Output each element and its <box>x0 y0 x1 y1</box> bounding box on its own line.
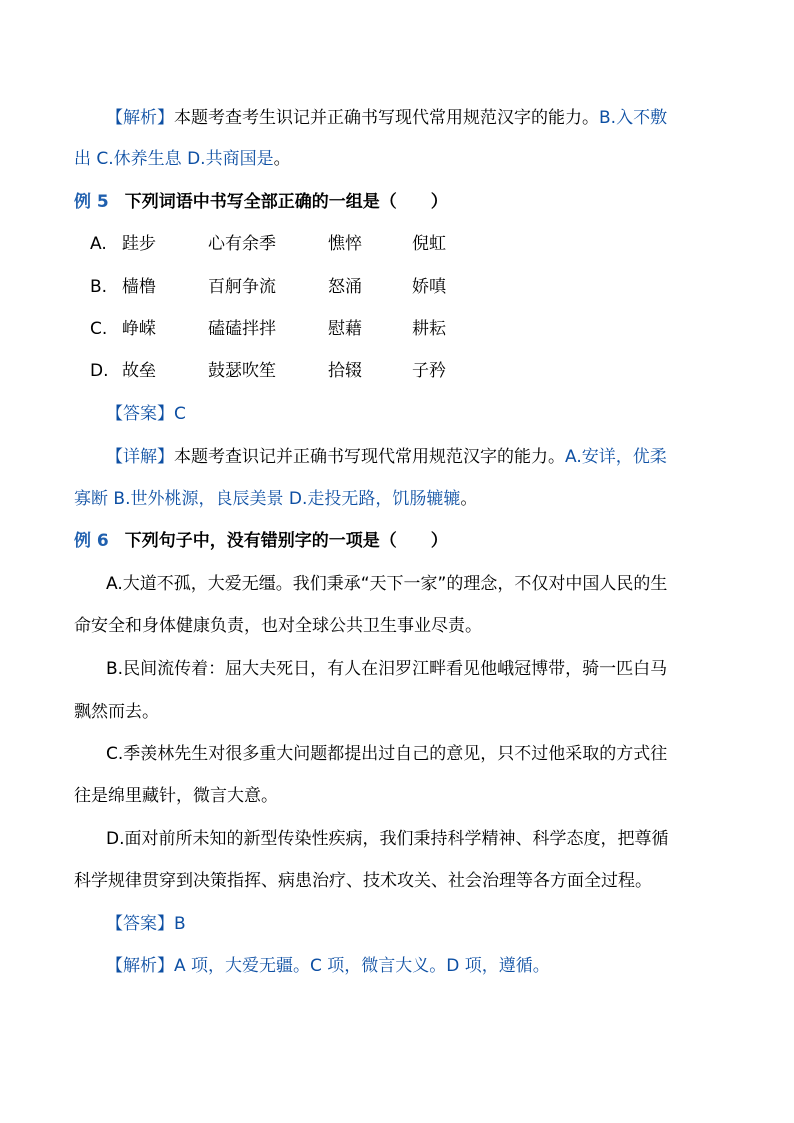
answer-value: B <box>174 914 186 934</box>
option-word: 拾辍 <box>328 361 362 381</box>
option-word: 峥嵘 <box>122 319 156 339</box>
option-word: 倪虹 <box>412 234 446 254</box>
option-letter: D. <box>90 361 109 381</box>
example-6-option-b-line-1: B.民间流传着：屈大夫死日，有人在汨罗江畔看见他峨冠博带，骑一匹白马 <box>106 659 668 679</box>
example-6-option-d-line-1: D.面对前所未知的新型传染性疾病，我们秉持科学精神、科学态度，把尊循 <box>106 829 669 849</box>
analysis-text: 本题考查考生识记并正确书写现代常用规范汉字的能力。 <box>174 108 599 128</box>
answer-tag: 【答案】 <box>106 914 174 934</box>
option-word: 耕耘 <box>412 319 446 339</box>
option-word: 怒涌 <box>328 277 362 297</box>
option-word: 子矜 <box>412 361 446 381</box>
option-word: 跬步 <box>122 234 156 254</box>
example-6-option-c-line-1: C.季羡林先生对很多重大问题都提出过自己的意见，只不过他采取的方式往 <box>106 744 668 764</box>
example-6-analysis <box>106 956 550 976</box>
option-word: 心有余季 <box>208 234 276 254</box>
example-5-answer <box>106 404 186 424</box>
option-word: 磕磕拌拌 <box>208 319 276 339</box>
option-letter: B. <box>90 277 108 297</box>
detail-answer-part2: 寡断 B.世外桃源，良辰美景 D.走投无路，饥肠辘辘 <box>74 489 461 509</box>
detail-tag: 【详解】 <box>106 447 174 467</box>
example-6-option-d-line-2: 科学规律贯穿到决策指挥、病患治疗、技术攻关、社会治理等各方面全过程。 <box>74 871 652 891</box>
analysis-period: 。 <box>273 149 291 169</box>
example-6-answer <box>106 914 186 934</box>
example-5-detail-line-1 <box>106 447 667 467</box>
analysis-tag: 【解析】 <box>106 956 174 976</box>
detail-answer-part1: A.安详，优柔 <box>565 447 667 467</box>
example-5-question: 下列词语中书写全部正确的一组是（ ） <box>124 192 448 212</box>
option-letter: A. <box>90 234 107 254</box>
analysis-tag: 【解析】 <box>106 108 174 128</box>
example-6-option-a-line-2: 命安全和身体健康负责，也对全球公共卫生事业尽责。 <box>74 616 482 636</box>
answer-tag: 【答案】 <box>106 404 174 424</box>
example-5-detail-line-2 <box>74 489 477 509</box>
option-word: 故垒 <box>122 361 156 381</box>
analysis-line-2 <box>74 149 291 169</box>
option-letter: C. <box>90 319 108 339</box>
option-word: 娇嗔 <box>412 277 446 297</box>
answer-value: C <box>174 404 186 424</box>
option-word: 百舸争流 <box>208 277 276 297</box>
example-6-question: 下列句子中，没有错别字的一项是（ ） <box>124 531 448 551</box>
option-word: 鼓瑟吹笙 <box>208 361 276 381</box>
example-6-option-a-line-1: A.大道不孤，大爱无缰。我们秉承“天下一家”的理念，不仅对中国人民的生 <box>106 574 668 594</box>
example-5-label: 例 5 <box>74 192 109 212</box>
option-word: 憔悴 <box>328 234 362 254</box>
analysis-answer-part1: B.入不敷 <box>599 108 668 128</box>
example-6-option-c-line-2: 往是绵里藏针，微言大意。 <box>74 786 278 806</box>
example-5-title <box>74 192 448 212</box>
option-word: 慰藉 <box>328 319 362 339</box>
detail-text: 本题考查识记并正确书写现代常用规范汉字的能力。 <box>174 447 565 467</box>
analysis-answer-part2: 出 C.休养生息 D.共商国是 <box>74 149 274 169</box>
example-6-label: 例 6 <box>74 531 109 551</box>
detail-period: 。 <box>460 489 478 509</box>
analysis-line-1 <box>106 108 667 128</box>
example-6-title <box>74 531 448 551</box>
analysis-text: A 项，大爱无疆。C 项，微言大义。D 项，遵循。 <box>174 956 550 976</box>
option-word: 樯橹 <box>122 277 156 297</box>
example-6-option-b-line-2: 飘然而去。 <box>74 702 159 722</box>
